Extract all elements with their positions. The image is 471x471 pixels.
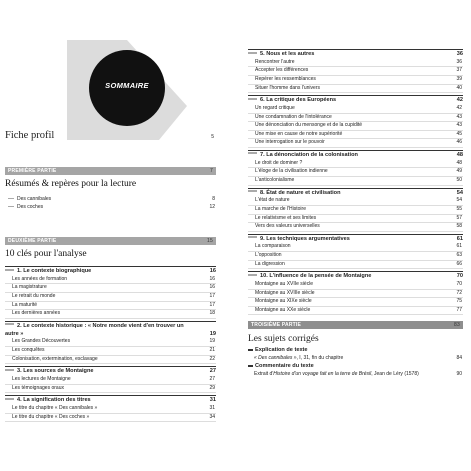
item-page: 40 [456,84,462,91]
item-label: Une condamnation de l'intolérance [255,113,332,120]
chapter-page: 31 [209,397,216,404]
list-item[interactable] [5,284,216,293]
item-page: 29 [209,384,215,391]
item-label: Les lectures de Montaigne [12,375,71,382]
chapter-3[interactable] [5,366,216,376]
entry-text-2: , Jean de Léry (1578) [371,371,419,378]
list-item[interactable] [248,131,463,140]
item-page: 16 [209,275,215,282]
chapter-1[interactable] [5,266,216,276]
item-page: 19 [209,338,215,345]
item-label: Montaigne au XIXe siècle [255,298,312,305]
chapter-label: 7. La dénonciation de la colonisation [260,151,358,158]
part-1-title: Résumés & repères pour la lecture [5,179,137,189]
item-label: Une mise en cause de notre supériorité [255,130,343,137]
chapter-page: 61 [456,235,463,242]
part-1-list [5,196,216,211]
toc-left-column [5,0,216,471]
item-label: Montaigne au XXe siècle [255,306,311,313]
item-label: Une dénonciation du mensonge et de la cupidité [255,122,363,129]
item-page: 70 [456,281,462,288]
list-item[interactable] [248,122,463,131]
item-page: 8 [212,196,215,202]
item-label: L'état de nature [255,197,290,204]
list-item[interactable] [248,281,463,290]
item-label: Le titre du chapitre « Des cannibales » [12,404,98,411]
item-page: 34 [209,413,215,420]
item-label: Les dernières années [12,310,61,317]
item-page: 58 [456,223,462,230]
entry-head: Commentaire du texte [255,363,314,370]
item-label: L'opposition [255,252,282,259]
list-item[interactable] [248,168,463,177]
toc-right-column [248,49,463,378]
item-page: 43 [456,113,462,120]
chapter-page: 16 [209,268,216,274]
sujet-commentaire[interactable] [248,363,463,371]
item-label: Une interrogation sur le pouvoir [255,139,325,146]
item-page: 61 [456,243,462,250]
chapter-label: 1. Le contexte biographique [17,268,92,274]
list-item[interactable] [248,261,463,270]
item-page: 21 [209,346,215,353]
list-item[interactable] [248,67,463,76]
item-label: La magistrature [12,284,47,291]
item-page: 18 [209,310,215,317]
item-page: 37 [456,67,462,74]
chapter-label: 9. Les techniques argumentatives [260,235,350,242]
chapter-page: 54 [456,189,463,196]
item-page: 77 [456,306,462,313]
part-1-label: PREMIÈRE PARTIE [8,168,57,174]
chapter-5[interactable] [248,49,463,59]
item-page: 27 [209,375,215,382]
list-item[interactable] [248,76,463,85]
item-label: La comparaison [255,243,291,250]
item-label: L'éloge de la civilisation indienne [255,168,328,175]
item-label: Montaigne au XVIIe siècle [255,281,314,288]
item-page: 57 [456,214,462,221]
item-page: 48 [456,159,462,166]
list-item[interactable] [5,356,216,365]
part-3-title: Les sujets corrigés [248,334,319,345]
item-page: 46 [456,139,462,146]
badge-label: SOMMAIRE [105,81,149,90]
item-page: 36 [456,58,462,65]
item-label: Repérer les ressemblances [255,75,316,82]
item-label: Rencontrer l'autre [255,58,295,65]
item-page: 49 [456,168,462,175]
list-item[interactable] [5,310,216,319]
right-chapters [248,49,463,315]
chapter-9[interactable] [248,234,463,244]
list-item[interactable] [5,293,216,302]
list-item[interactable] [248,114,463,123]
item-page: 75 [456,298,462,305]
list-item[interactable] [5,385,216,394]
list-item[interactable] [248,252,463,261]
item-page: 17 [209,292,215,299]
list-item[interactable] [248,355,463,362]
sujet-explication[interactable] [248,347,463,355]
item-page: 42 [456,104,462,111]
item-label: Vers des valeurs universelles [255,223,320,230]
part-2-page: 15 [207,238,213,244]
item-label: Colonisation, extermination, esclavage [12,355,98,362]
item-label: Accepter les différences [255,67,309,74]
part-1-page: 7 [210,168,213,174]
entry-head: Explication de texte [255,347,308,354]
item-label: Situer l'homme dans l'univers [255,84,320,91]
list-item[interactable] [5,338,216,347]
list-item[interactable] [5,414,216,423]
item-page: 17 [209,301,215,308]
list-item[interactable] [248,206,463,215]
item-label: Des coches [17,203,44,210]
list-item[interactable] [248,243,463,252]
part-1-header[interactable] [5,167,216,175]
list-item[interactable] [248,85,463,94]
list-item[interactable] [5,376,216,385]
chapter-page: 27 [209,368,216,375]
chapter-4[interactable] [5,395,216,405]
fiche-profil-page: 5 [211,134,214,140]
list-item[interactable] [5,196,216,204]
chapter-label: 2. Le contexte historique : « Notre monde vient d'en trouver un autre » [5,322,184,337]
item-label: Le droit de dominer ? [255,159,303,166]
item-label: Les Grandes Découvertes [12,338,71,345]
item-page: 66 [456,260,462,267]
list-item[interactable] [248,215,463,224]
item-label: Le titre du chapitre « Des coches » [12,413,90,420]
chapter-8[interactable] [248,188,463,198]
item-page: 63 [456,252,462,259]
fiche-profil-label: Fiche profil [5,130,55,141]
item-label: Des cannibales [17,196,52,202]
part-2-label: DEUXIÈME PARTIE [8,238,57,244]
part-3-page: 83 [454,322,460,329]
list-item[interactable] [5,405,216,414]
chapter-label: 10. L'influence de la pensée de Montaigne [260,273,372,280]
item-page: 22 [209,355,215,362]
list-item[interactable] [5,204,216,212]
item-page: 54 [456,197,462,204]
list-item[interactable] [248,371,463,378]
badge-shape [67,40,187,140]
list-item[interactable] [248,139,463,148]
item-label: La digression [255,260,285,267]
item-page: 55 [456,205,462,212]
item-label: Montaigne au XVIIIe siècle [255,289,315,296]
item-page: 45 [456,130,462,137]
entry-text: , I, 31, fin du chapitre [296,355,344,362]
part-3-label: TROISIÈME PARTIE [251,322,302,329]
item-label: Les conquêtes [12,346,45,353]
chapter-page: 19 [209,330,216,337]
item-label: La marche de l'Histoire [255,205,306,212]
part-2-chapters [5,266,216,422]
item-label: Les années de formation [12,275,68,282]
item-label: Le retrait du monde [12,292,56,299]
chapter-label: 8. État de nature et civilisation [260,189,341,196]
list-item[interactable] [248,298,463,307]
fiche-profil-entry[interactable] [5,130,216,141]
item-label: Le relativisme et ses limites [255,214,317,221]
item-page: 16 [209,284,215,291]
list-item[interactable] [5,276,216,285]
item-page: 43 [456,122,462,129]
item-label: Un regard critique [255,104,295,111]
item-page: 12 [209,203,215,210]
entry-page: 84 [456,355,462,362]
item-page: 50 [456,176,462,183]
item-page: 31 [209,404,215,411]
list-item[interactable] [248,177,463,186]
entry-text-italic: Histoire d'un voyage fait en la terre de Brésil [273,371,372,378]
item-label: Les témoignages oraux [12,384,64,391]
item-page: 39 [456,75,462,82]
chapter-2[interactable] [5,321,216,339]
list-item[interactable] [248,290,463,299]
chapter-7[interactable] [248,150,463,160]
list-item[interactable] [5,302,216,311]
list-item[interactable] [5,347,216,356]
chapter-6[interactable] [248,95,463,105]
entry-text: Extrait d' [254,371,274,378]
chapter-page: 36 [456,51,463,57]
sommaire-badge [67,40,187,140]
item-page: 72 [456,289,462,296]
chapter-label: 5. Nous et les autres [260,51,315,57]
part-2-title: 10 clés pour l'analyse [5,249,87,259]
chapter-label: 3. Les sources de Montaigne [17,368,94,375]
list-item[interactable] [248,59,463,68]
chapter-label: 6. La critique des Européens [260,97,337,104]
list-item[interactable] [248,160,463,169]
part-3-header[interactable] [248,321,463,329]
entry-page: 90 [456,371,462,378]
list-item[interactable] [248,105,463,114]
item-label: L'anticolonialisme [255,176,295,183]
list-item[interactable] [248,223,463,232]
chapter-label: 4. La signification des titres [17,397,91,404]
chapter-10[interactable] [248,271,463,281]
chapter-page: 70 [456,273,463,280]
chapter-page: 48 [456,151,463,158]
part-2-header[interactable] [5,237,216,245]
list-item[interactable] [248,197,463,206]
item-label: La maturité [12,301,38,308]
chapter-page: 42 [456,97,463,104]
entry-text-italic: « Des cannibales » [254,355,297,362]
list-item[interactable] [248,307,463,316]
